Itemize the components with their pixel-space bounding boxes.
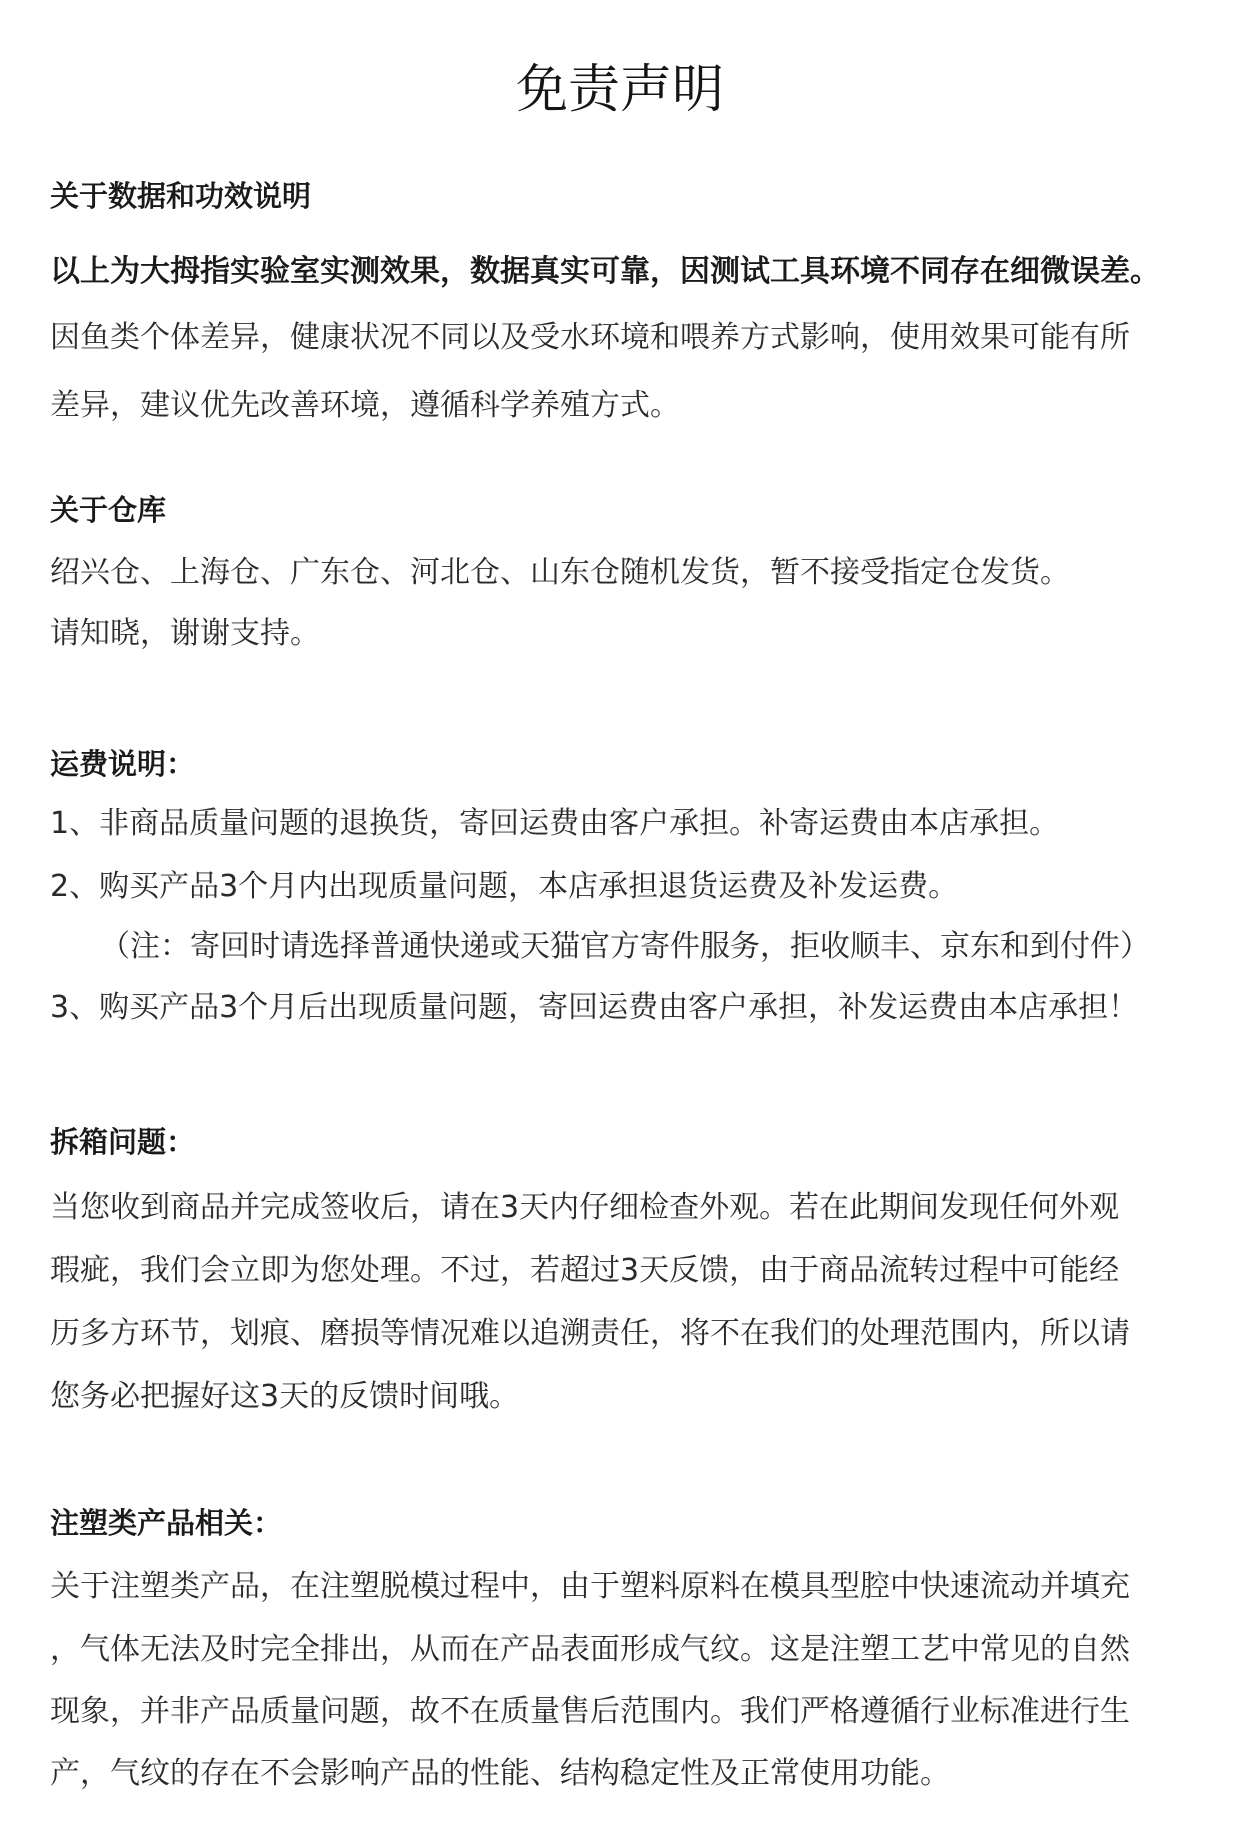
paragraph-line: 瑕疵，我们会立即为您处理。不过，若超过3天反馈，由于商品流转过程中可能经 bbox=[50, 1253, 1120, 1288]
paragraph-line: 差异，建议优先改善环境，遵循科学养殖方式。 bbox=[50, 388, 680, 423]
section-heading-unboxing: 拆箱问题： bbox=[50, 1125, 196, 1159]
paragraph-line: 历多方环节，划痕、磨损等情况难以追溯责任，将不在我们的处理范围内，所以请 bbox=[50, 1316, 1130, 1351]
paragraph-line: 现象，并非产品质量问题，故不在质量售后范围内。我们严格遵循行业标准进行生 bbox=[50, 1694, 1130, 1729]
paragraph-line: 关于注塑类产品，在注塑脱模过程中，由于塑料原料在模具型腔中快速流动并填充 bbox=[50, 1569, 1130, 1604]
paragraph-line: 因鱼类个体差异，健康状况不同以及受水环境和喂养方式影响，使用效果可能有所 bbox=[50, 320, 1130, 355]
section-heading-shipping: 运费说明： bbox=[50, 747, 196, 781]
section-heading-data-efficacy: 关于数据和功效说明 bbox=[50, 179, 312, 213]
paragraph-line: 当您收到商品并完成签收后，请在3天内仔细检查外观。若在此期间发现任何外观 bbox=[50, 1190, 1120, 1225]
paragraph-line: 请知晓，谢谢支持。 bbox=[50, 616, 320, 651]
list-item: 2、购买产品3个月内出现质量问题，本店承担退货运费及补发运费。 bbox=[50, 869, 959, 904]
list-item-note: （注：寄回时请选择普通快递或天猫官方寄件服务，拒收顺丰、京东和到付件） bbox=[100, 929, 1150, 964]
section-heading-warehouse: 关于仓库 bbox=[50, 493, 167, 527]
document-title: 免责声明 bbox=[515, 60, 724, 120]
paragraph-line: ，气体无法及时完全排出，从而在产品表面形成气纹。这是注塑工艺中常见的自然 bbox=[50, 1632, 1130, 1667]
section-heading-injection-molding: 注塑类产品相关： bbox=[50, 1506, 283, 1540]
list-item: 3、购买产品3个月后出现质量问题，寄回运费由客户承担，补发运费由本店承担！ bbox=[50, 990, 1139, 1025]
paragraph-line: 以上为大拇指实验室实测效果，数据真实可靠，因测试工具环境不同存在细微误差。 bbox=[50, 254, 1160, 289]
list-item: 1、非商品质量问题的退换货，寄回运费由客户承担。补寄运费由本店承担。 bbox=[50, 806, 1060, 841]
paragraph-line: 产，气纹的存在不会影响产品的性能、结构稳定性及正常使用功能。 bbox=[50, 1756, 950, 1791]
paragraph-line: 您务必把握好这3天的反馈时间哦。 bbox=[50, 1379, 520, 1414]
paragraph-line: 绍兴仓、上海仓、广东仓、河北仓、山东仓随机发货，暂不接受指定仓发货。 bbox=[50, 555, 1070, 590]
